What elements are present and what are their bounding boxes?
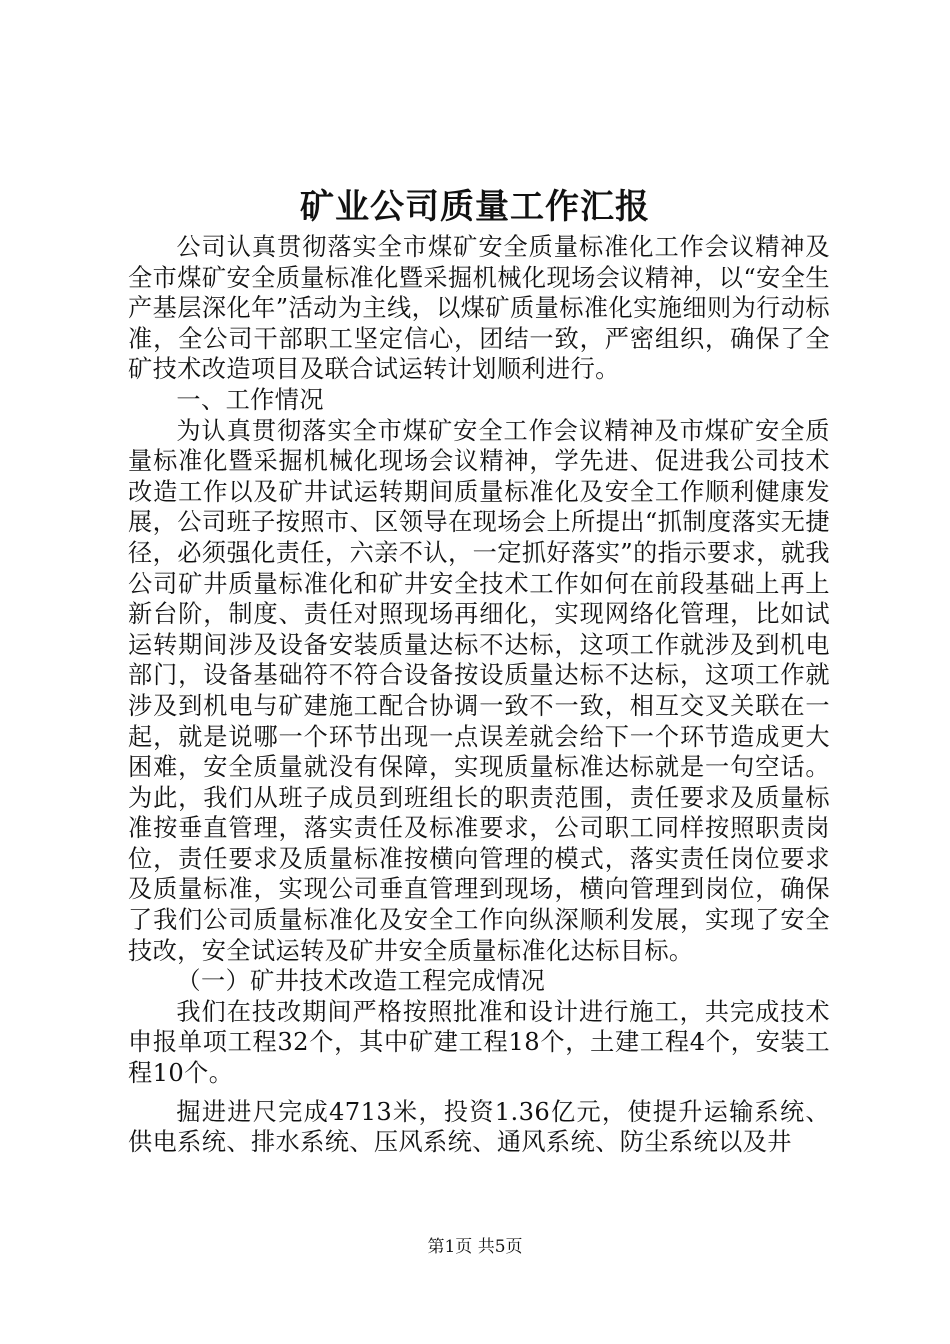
section-heading-work-status: 一、工作情况	[176, 385, 324, 414]
subsection-heading-renovation: （一）矿井技术改造工程完成情况	[176, 967, 546, 996]
renovation-paragraph: 我们在技改期间严格按照批准和设计进行施工，共完成技术申报单项工程32个，其中矿建工程18个，土建工程4个，安装工程10个。	[128, 997, 830, 1088]
document-title: 矿业公司质量工作汇报	[300, 187, 650, 227]
excavation-paragraph: 掘进进尺完成4713米，投资1.36亿元，使提升运输系统、供电系统、排水系统、压风系统、通风系统、防尘系统以及井	[128, 1097, 830, 1157]
document-body	[128, 232, 830, 1158]
work-status-paragraph: 为认真贯彻落实全市煤矿安全工作会议精神及市煤矿安全质量标准化暨采掘机械化现场会议精神，学先进、促进我公司技术改造工作以及矿井试运转期间质量标准化及安全工作顺利健康发展，公司班子按照市、区领导在现场会上所提出“抓制度落实无捷径，必须强化责任，六亲不认，一定抓好落实”的指示要求，就我公司矿井质量标准化和矿井安全技术工作如何在前段基础上再上新台阶，制度、责任对照现场再细化，实现网络化管理，比如试运转期间涉及设备安装质量达标不达标，这项工作就涉及到机电部门，设备基础符不符合设备按设质量达标不达标，这项工作就涉及到机电与矿建施工配合协调一致不一致，相互交叉关联在一起，就是说哪一个环节出现一点误差就会给下一个环节造成更大困难，安全质量就没有保障，实现质量标准达标就是一句空话。为此，我们从班子成员到班组长的职责范围，责任要求及质量标准按垂直管理，落实责任及标准要求，公司职工同样按照职责岗位，责任要求及质量标准按横向管理的模式，落实责任岗位要求及质量标准，实现公司垂直管理到现场，横向管理到岗位，确保了我们公司质量标准化及安全工作向纵深顺利发展，实现了安全技改，安全试运转及矿井安全质量标准化达标目标。	[128, 416, 830, 965]
intro-paragraph: 公司认真贯彻落实全市煤矿安全质量标准化工作会议精神及全市煤矿安全质量标准化暨采掘机械化现场会议精神，以“安全生产基层深化年”活动为主线，以煤矿质量标准化实施细则为行动标准，全公司干部职工坚定信心，团结一致，严密组织，确保了全矿技术改造项目及联合试运转计划顺利进行。	[128, 233, 830, 384]
page-number-footer: 第1页 共5页	[427, 1237, 523, 1257]
